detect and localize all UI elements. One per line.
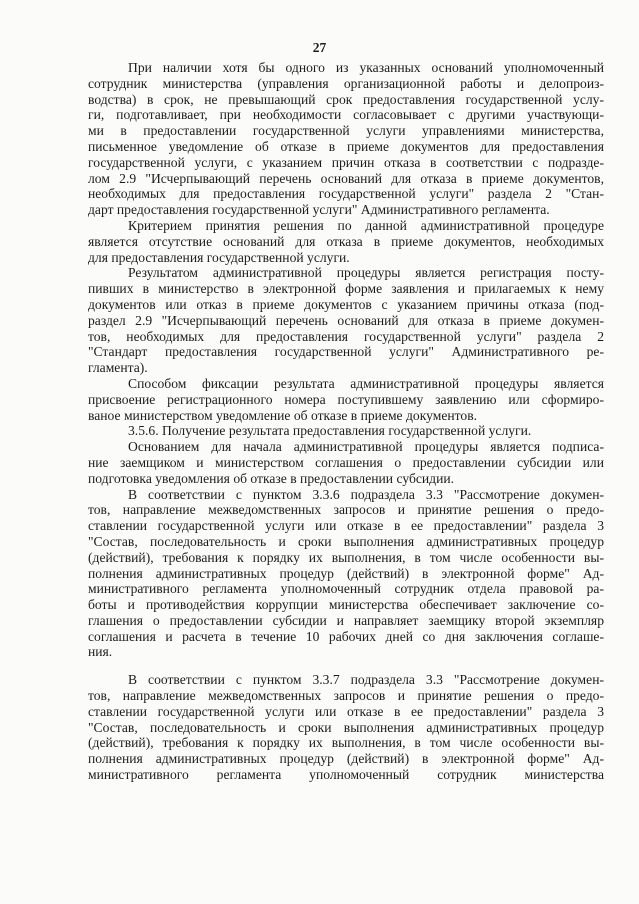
text-line: водства) в срок, не превышающий срок предоставления государственной услу-: [88, 91, 604, 107]
text-line: В соответствии с пунктом 3.3.6 подраздела 3.3 "Рассмотрение докумен-: [128, 486, 604, 502]
text-line: ваное министерством уведомление об отказе в приеме документов.: [88, 407, 478, 423]
text-line: ставлении государственной услуги или отказе в ее предоставлении" раздела 3: [88, 518, 604, 534]
text-line: ги, подготавливает, при необходимости согласовывает с другими участвующи-: [88, 107, 604, 123]
text-line: раздел 2.9 "Исчерпывающий перечень оснований для отказа в приеме докумен-: [88, 312, 604, 328]
body-text: [88, 60, 604, 783]
text-line: полнения административных процедур (действий) в электронной форме" Ад-: [88, 565, 604, 581]
text-line: гламента).: [88, 360, 148, 376]
text-line: тов, направление межведомственных запросов и принятие решения о предо-: [88, 502, 604, 518]
text-line: (действий), требования к порядку их выполнения, в том числе особенности вы-: [88, 735, 604, 751]
text-line: Результатом административной процедуры является регистрация посту-: [128, 265, 604, 281]
text-line: полнения административных процедур (действий) в электронной форме" Ад-: [88, 751, 604, 767]
text-line: министративного регламента уполномоченный сотрудник министерства: [88, 767, 604, 783]
text-line: В соответствии с пунктом 3.3.7 подраздела 3.3 "Рассмотрение докумен-: [128, 672, 604, 688]
text-line: боты и противодействия коррупции министерства обеспечивает заключение со-: [88, 597, 604, 613]
text-line: для предоставления государственной услуги.: [88, 249, 350, 265]
text-line: ми в предоставлении государственной услуги управлениями министерства,: [88, 123, 604, 139]
text-line: министративного регламента уполномоченный сотрудник отдела правовой ра-: [88, 581, 604, 597]
text-line: ставлении государственной услуги или отказе в ее предоставлении" раздела 3: [88, 703, 604, 719]
text-line: лом 2.9 "Исчерпывающий перечень оснований для отказа в приеме документов,: [88, 170, 604, 186]
text-line: соглашения и расчета в течение 10 рабочих дней со дня заключения соглаше-: [88, 628, 604, 644]
text-line: подготовка уведомления об отказе в предоставлении субсидии.: [88, 470, 455, 486]
text-line: тов, необходимых для предоставления государственной услуги" раздела 2: [88, 328, 604, 344]
text-line: пивших в министерство в электронной форме заявления и прилагаемых к нему: [88, 281, 604, 297]
text-line: "Состав, последовательность и сроки выполнения административных процедур: [88, 719, 604, 735]
text-line: сотрудник министерства (управления организационной работы и делопроиз-: [88, 75, 604, 91]
text-line: ния.: [88, 644, 113, 660]
text-line: Способом фиксации результата административной процедуры является: [128, 375, 604, 391]
text-line: ние заемщиком и министерством соглашения о предоставлении субсидии или: [88, 454, 604, 470]
page-number: 27: [312, 40, 327, 55]
paragraph-gap: [88, 660, 604, 672]
text-line: "Стандарт предоставления государственной услуги" Административного ре-: [88, 344, 604, 360]
text-line: дарт предоставления государственной услуги" Административного регламента.: [88, 202, 550, 218]
text-line: Основанием для начала административной процедуры является подписа-: [128, 439, 604, 455]
text-line: (действий), требования к порядку их выполнения, в том числе особенности вы-: [88, 549, 604, 565]
text-line: необходимых для предоставления государственной услуги" раздела 2 "Стан-: [88, 186, 604, 202]
text-line: 3.5.6. Получение результата предоставления государственной услуги.: [128, 423, 532, 439]
text-line: глашения о предоставлении субсидии и направляет заемщику второй экземпляр: [88, 612, 604, 628]
text-line: является отсутствие оснований для отказа в приеме документов, необходимых: [88, 233, 604, 249]
text-line: тов, направление межведомственных запросов и принятие решения о предо-: [88, 688, 604, 704]
text-line: Критерием принятия решения по данной административной процедуре: [128, 217, 604, 233]
text-line: присвоение регистрационного номера поступившему заявлению или сформиро-: [88, 391, 604, 407]
text-line: письменное уведомление об отказе в приеме документов для предоставления: [88, 138, 604, 154]
text-line: документов или отказ в приеме документов с указанием причины отказа (под-: [88, 296, 604, 312]
text-line: "Состав, последовательность и сроки выполнения административных процедур: [88, 533, 604, 549]
text-line: При наличии хотя бы одного из указанных оснований уполномоченный: [128, 60, 604, 75]
text-line: государственной услуги, с указанием причин отказа в соответствии с подразде-: [88, 154, 604, 170]
